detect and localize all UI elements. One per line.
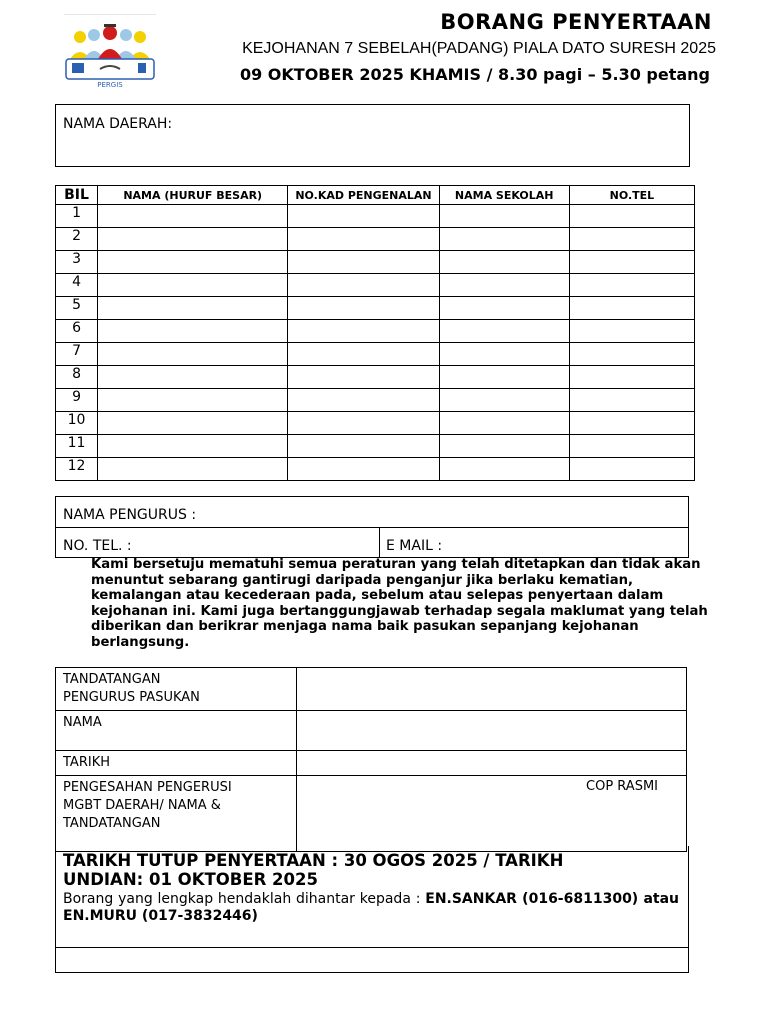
kad-pengenalan-cell[interactable] bbox=[288, 389, 439, 412]
table-row bbox=[56, 205, 695, 228]
logo-text: PERGIS bbox=[97, 81, 123, 89]
pengesahan-line-1: PENGESAHAN PENGERUSI bbox=[63, 780, 232, 795]
nama-sekolah-cell[interactable] bbox=[439, 343, 569, 366]
deadline-line-1: TARIKH TUTUP PENYERTAAN : 30 OGOS 2025 / TARIKH bbox=[63, 851, 564, 870]
nama-daerah-field[interactable] bbox=[55, 104, 690, 167]
submission-contacts: EN.SANKAR (016-6811300) atau EN.MURU (017-3832446) bbox=[63, 891, 679, 924]
signature-row-tarikh bbox=[56, 751, 687, 776]
no-tel-field[interactable] bbox=[56, 528, 380, 557]
no-tel-label: NO. TEL. : bbox=[63, 538, 132, 554]
email-field[interactable] bbox=[380, 528, 688, 557]
email-label: E MAIL : bbox=[386, 538, 443, 554]
no-tel-cell[interactable] bbox=[569, 274, 694, 297]
no-tel-cell[interactable] bbox=[569, 251, 694, 274]
pengurus-section bbox=[55, 496, 689, 558]
pergis-logo-graphic bbox=[64, 15, 156, 91]
nama-cell[interactable] bbox=[98, 205, 288, 228]
nama-cell[interactable] bbox=[98, 366, 288, 389]
nama-sekolah-cell[interactable] bbox=[439, 228, 569, 251]
no-tel-cell[interactable] bbox=[569, 205, 694, 228]
nama-sekolah-cell[interactable] bbox=[439, 274, 569, 297]
no-tel-cell[interactable] bbox=[569, 228, 694, 251]
form-title: BORANG PENYERTAAN bbox=[440, 10, 712, 34]
nama-cell[interactable] bbox=[98, 297, 288, 320]
kad-pengenalan-cell[interactable] bbox=[288, 366, 439, 389]
tarikh-label: TARIKH bbox=[56, 751, 297, 776]
footer-empty-row bbox=[55, 947, 689, 973]
signature-row-ttd bbox=[56, 668, 687, 711]
no-tel-cell[interactable] bbox=[569, 343, 694, 366]
row-number: 5 bbox=[56, 297, 98, 320]
nama-pengurus-label: NAMA PENGURUS : bbox=[63, 507, 197, 523]
row-number: 11 bbox=[56, 435, 98, 458]
col-header-no-tel: NO.TEL bbox=[569, 186, 694, 205]
pergis-logo bbox=[64, 14, 156, 91]
closing-box bbox=[55, 846, 689, 948]
row-number: 8 bbox=[56, 366, 98, 389]
pengesahan-line-3: TANDATANGAN bbox=[63, 816, 161, 831]
submission-note-text: Borang yang lengkap hendaklah dihantar kepada : bbox=[63, 891, 426, 907]
nama-cell[interactable] bbox=[98, 320, 288, 343]
row-number: 12 bbox=[56, 458, 98, 481]
no-tel-cell[interactable] bbox=[569, 320, 694, 343]
table-row bbox=[56, 274, 695, 297]
nama-sekolah-cell[interactable] bbox=[439, 412, 569, 435]
row-number: 2 bbox=[56, 228, 98, 251]
row-number: 6 bbox=[56, 320, 98, 343]
no-tel-cell[interactable] bbox=[569, 458, 694, 481]
signature-row-nama bbox=[56, 711, 687, 751]
table-row bbox=[56, 412, 695, 435]
event-subtitle: KEJOHANAN 7 SEBELAH(PADANG) PIALA DATO SURESH 2025 bbox=[242, 40, 716, 57]
event-date-line: 09 OKTOBER 2025 KHAMIS / 8.30 pagi – 5.30 petang bbox=[239, 65, 710, 84]
kad-pengenalan-cell[interactable] bbox=[288, 412, 439, 435]
participants-table bbox=[55, 185, 695, 481]
kad-pengenalan-cell[interactable] bbox=[288, 274, 439, 297]
deadline-text bbox=[63, 851, 683, 889]
nama-label: NAMA bbox=[56, 711, 297, 751]
row-number: 4 bbox=[56, 274, 98, 297]
row-number: 7 bbox=[56, 343, 98, 366]
pengesahan-label bbox=[56, 776, 297, 852]
table-header-row bbox=[56, 186, 695, 205]
no-tel-cell[interactable] bbox=[569, 366, 694, 389]
nama-sekolah-cell[interactable] bbox=[439, 389, 569, 412]
nama-cell[interactable] bbox=[98, 343, 288, 366]
nama-cell[interactable] bbox=[98, 412, 288, 435]
nama-daerah-label: NAMA DAERAH: bbox=[63, 116, 173, 132]
signature-table bbox=[55, 667, 687, 852]
nama-sekolah-cell[interactable] bbox=[439, 320, 569, 343]
table-row bbox=[56, 435, 695, 458]
nama-sekolah-cell[interactable] bbox=[439, 251, 569, 274]
col-header-bil: BIL bbox=[56, 186, 98, 205]
row-number: 9 bbox=[56, 389, 98, 412]
tarikh-field[interactable] bbox=[297, 751, 687, 776]
ttd-line-1: TANDATANGAN bbox=[63, 672, 161, 687]
table-row bbox=[56, 389, 695, 412]
nama-field[interactable] bbox=[297, 711, 687, 751]
table-row bbox=[56, 251, 695, 274]
no-tel-cell[interactable] bbox=[569, 412, 694, 435]
nama-cell[interactable] bbox=[98, 228, 288, 251]
nama-cell[interactable] bbox=[98, 251, 288, 274]
nama-sekolah-cell[interactable] bbox=[439, 205, 569, 228]
table-row bbox=[56, 228, 695, 251]
row-number: 3 bbox=[56, 251, 98, 274]
nama-sekolah-cell[interactable] bbox=[439, 297, 569, 320]
kad-pengenalan-cell[interactable] bbox=[288, 228, 439, 251]
table-row bbox=[56, 458, 695, 481]
table-row bbox=[56, 297, 695, 320]
nama-sekolah-cell[interactable] bbox=[439, 366, 569, 389]
submission-note bbox=[63, 891, 679, 925]
table-row bbox=[56, 343, 695, 366]
nama-cell[interactable] bbox=[98, 274, 288, 297]
ttd-pengurus-field[interactable] bbox=[297, 668, 687, 711]
no-tel-cell[interactable] bbox=[569, 297, 694, 320]
no-tel-cell[interactable] bbox=[569, 389, 694, 412]
kad-pengenalan-cell[interactable] bbox=[288, 435, 439, 458]
deadline-line-2: UNDIAN: 01 OKTOBER 2025 bbox=[63, 870, 318, 889]
kad-pengenalan-cell[interactable] bbox=[288, 458, 439, 481]
nama-cell[interactable] bbox=[98, 389, 288, 412]
kad-pengenalan-cell[interactable] bbox=[288, 251, 439, 274]
nama-pengurus-field[interactable] bbox=[56, 497, 688, 528]
col-header-kad-pengenalan: NO.KAD PENGENALAN bbox=[288, 186, 439, 205]
declaration-text: Kami bersetuju mematuhi semua peraturan yang telah ditetapkan dan tidak akan menuntut sebarang gantirugi daripada penganjur jika berlaku kematian, kemalangan atau kecederaan pada, sebelum atau selepas penyertaan dalam kejohanan ini. Kami juga bertanggungjawab terhadap segala maklumat yang telah diberikan dan berikrar menjaga nama baik pasukan sepanjang kejohanan berlangsung. bbox=[91, 557, 708, 650]
cop-rasmi-field[interactable] bbox=[297, 776, 687, 852]
nama-sekolah-cell[interactable] bbox=[439, 435, 569, 458]
ttd-line-2: PENGURUS PASUKAN bbox=[63, 690, 200, 705]
kad-pengenalan-cell[interactable] bbox=[288, 343, 439, 366]
signature-row-pengesahan bbox=[56, 776, 687, 852]
col-header-nama-sekolah: NAMA SEKOLAH bbox=[439, 186, 569, 205]
col-header-nama: NAMA (HURUF BESAR) bbox=[98, 186, 288, 205]
kad-pengenalan-cell[interactable] bbox=[288, 297, 439, 320]
nama-sekolah-cell[interactable] bbox=[439, 458, 569, 481]
row-number: 1 bbox=[56, 205, 98, 228]
table-row bbox=[56, 366, 695, 389]
cop-rasmi-label: COP RASMI bbox=[586, 779, 658, 794]
row-number: 10 bbox=[56, 412, 98, 435]
pengesahan-line-2: MGBT DAERAH/ NAMA & bbox=[63, 798, 221, 813]
table-row bbox=[56, 320, 695, 343]
kad-pengenalan-cell[interactable] bbox=[288, 320, 439, 343]
nama-cell[interactable] bbox=[98, 435, 288, 458]
nama-cell[interactable] bbox=[98, 458, 288, 481]
no-tel-cell[interactable] bbox=[569, 435, 694, 458]
kad-pengenalan-cell[interactable] bbox=[288, 205, 439, 228]
ttd-pengurus-label bbox=[56, 668, 297, 711]
